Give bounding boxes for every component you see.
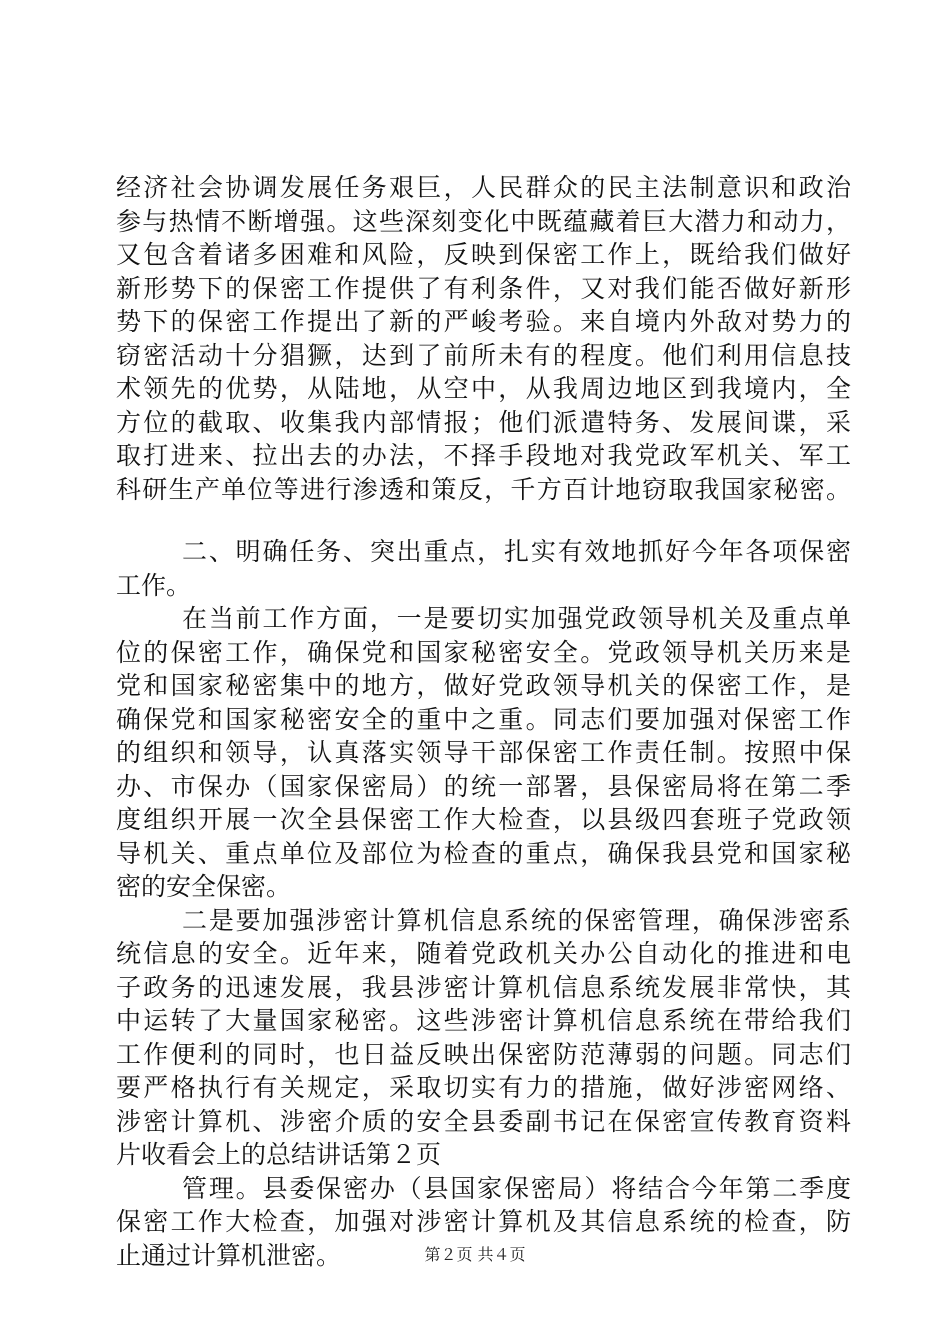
text-line: 新形势下的保密工作提供了有利条件，又对我们能否做好新形 (116, 273, 851, 303)
text-line: 在当前工作方面，一是要切实加强党政领导机关及重点单 (182, 604, 851, 633)
text-line: 管理。县委保密办（县国家保密局）将结合今年第二季度 (182, 1173, 851, 1203)
text-line: 导机关、重点单位及部位为检查的重点，确保我县党和国家秘 (116, 838, 851, 868)
text-line: 工作便利的同时，也日益反映出保密防范薄弱的问题。同志们 (116, 1039, 851, 1069)
text-line: 统信息的安全。近年来，随着党政机关办公自动化的推进和电 (116, 939, 851, 968)
text-line: 二是要加强涉密计算机信息系统的保密管理，确保涉密系 (182, 905, 851, 935)
paragraph (116, 904, 851, 1172)
text-line: 经济社会协调发展任务艰巨，人民群众的民主法制意识和政治 (116, 173, 851, 202)
text-line: 势下的保密工作提出了新的严峻考验。来自境内外敌对势力的 (116, 307, 851, 336)
text-line: 位的保密工作，确保党和国家秘密安全。党政领导机关历来是 (116, 637, 851, 667)
text-line: 办、市保办（国家保密局）的统一部署，县保密局将在第二季 (116, 771, 851, 801)
text-line: 片收看会上的总结讲话第２页 (116, 1140, 442, 1169)
text-line: 子政务的迅速发展，我县涉密计算机信息系统发展非常快，其 (116, 972, 851, 1002)
text-line: 又包含着诸多困难和风险，反映到保密工作上，既给我们做好 (116, 240, 851, 269)
text-line: 方位的截取、收集我内部情报；他们派遣特务、发展间谍，采 (116, 407, 851, 437)
text-line: 党和国家秘密集中的地方，做好党政领导机关的保密工作，是 (116, 671, 851, 700)
text-line: 二、明确任务、突出重点，扎实有效地抓好今年各项保密 (182, 537, 851, 566)
text-line: 保密工作大检查，加强对涉密计算机及其信息系统的检查，防 (116, 1207, 851, 1236)
paragraph (116, 171, 851, 506)
text-line: 密的安全保密。 (116, 872, 292, 901)
text-line: 术领先的优势，从陆地，从空中，从我周边地区到我境内，全 (116, 374, 851, 403)
text-line: 科研生产单位等进行渗透和策反，千方百计地窃取我国家秘密。 (116, 474, 851, 504)
paragraph (116, 602, 851, 904)
text-line: 要严格执行有关规定，采取切实有力的措施，做好涉密网络、 (116, 1073, 851, 1102)
text-line: 度组织开展一次全县保密工作大检查，以县级四套班子党政领 (116, 805, 851, 834)
text-line: 涉密计算机、涉密介质的安全县委副书记在保密宣传教育资料 (116, 1106, 851, 1136)
document-body (116, 171, 851, 1272)
text-line: 止通过计算机泄密。 (116, 1240, 342, 1270)
text-line: 工作。 (116, 570, 192, 600)
text-line: 参与热情不断增强。这些深刻变化中既蕴藏着巨大潜力和动力， (116, 206, 851, 236)
text-line: 确保党和国家秘密安全的重中之重。同志们要加强对保密工作 (116, 704, 851, 734)
text-line: 的组织和领导，认真落实领导干部保密工作责任制。按照中保 (116, 738, 851, 767)
paragraph-gap (116, 506, 851, 535)
section-heading (116, 535, 851, 602)
text-line: 取打进来、拉出去的办法，不择手段地对我党政军机关、军工 (116, 441, 851, 470)
text-line: 中运转了大量国家秘密。这些涉密计算机信息系统在带给我们 (116, 1006, 851, 1035)
page-number-footer: 第２页 共４页 (424, 1245, 526, 1264)
text-line: 窃密活动十分猖獗，达到了前所未有的程度。他们利用信息技 (116, 340, 851, 370)
